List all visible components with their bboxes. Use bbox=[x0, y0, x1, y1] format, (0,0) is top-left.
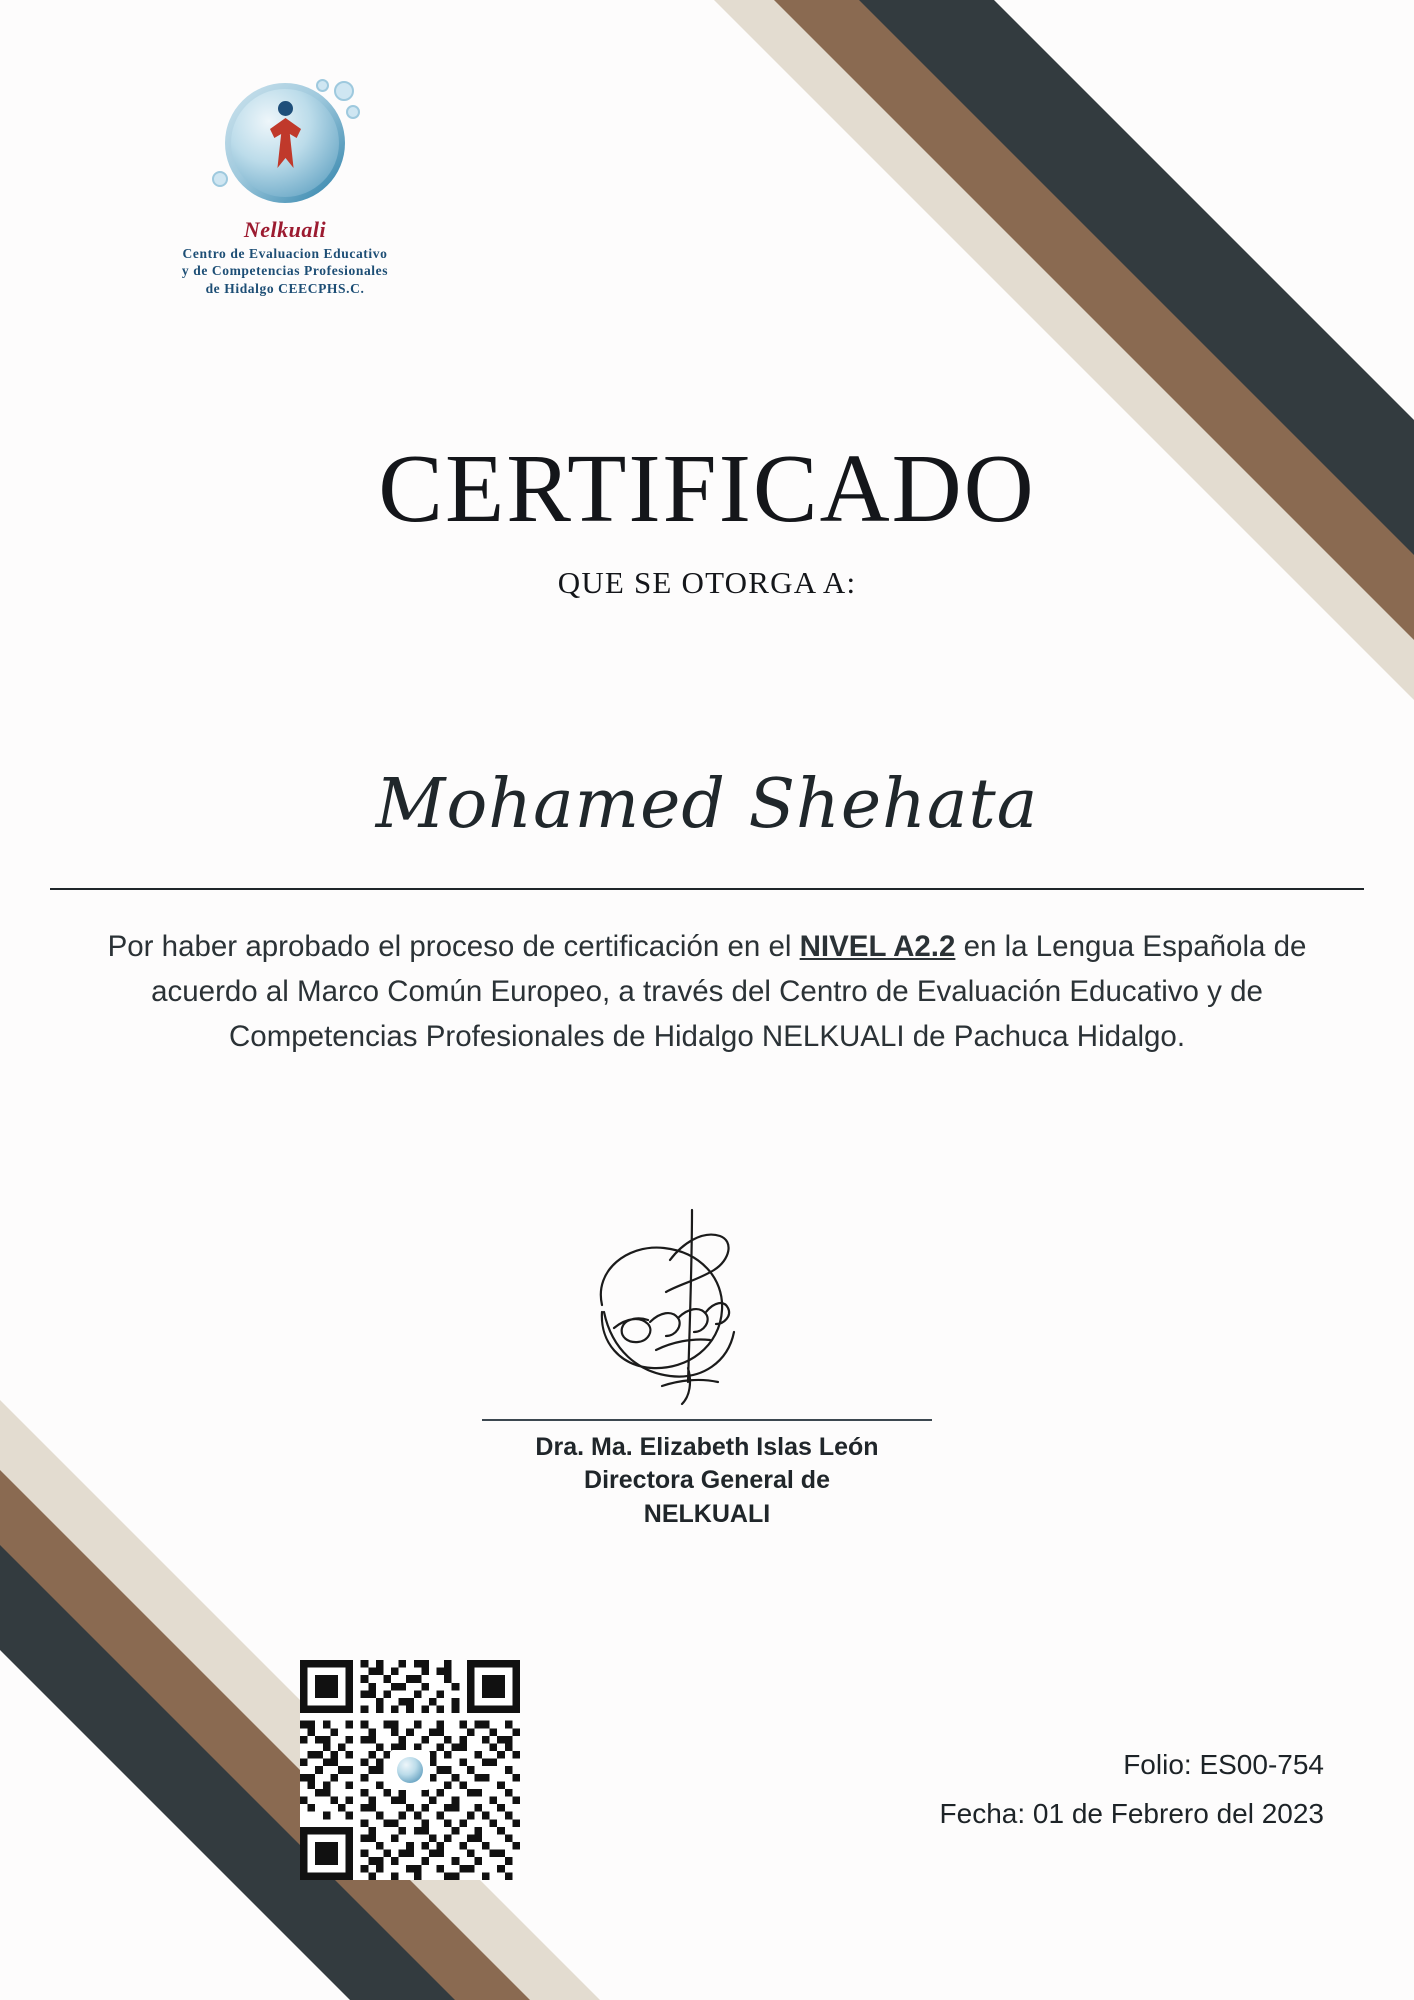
logo-icon bbox=[206, 75, 364, 215]
body-text-before: Por haber aprobado el proceso de certificación en el bbox=[107, 930, 800, 963]
divider bbox=[50, 888, 1364, 890]
logo-subtitle-line-2: y de Competencias Profesionales bbox=[181, 263, 389, 279]
page-title: CERTIFICADO bbox=[378, 435, 1036, 542]
folio-text: Folio: ES00-754 bbox=[1123, 1749, 1324, 1780]
logo-name: Nelkuali bbox=[243, 217, 327, 242]
logo-subtitle-line-3: de Hidalgo CEECPHS.C. bbox=[205, 280, 365, 296]
signatory-role: Directora General de bbox=[584, 1466, 830, 1495]
corner-ribbon-brown-top-right bbox=[774, 0, 1414, 640]
corner-ribbon-white-bottom-left bbox=[0, 1650, 350, 2000]
signature-image bbox=[542, 1200, 872, 1415]
signatory-name: Dra. Ma. Elizabeth Islas León bbox=[535, 1433, 879, 1461]
logo-subtitle-line-1: Centro de Evaluacion Educativo bbox=[182, 246, 388, 261]
corner-ribbon-white-top-right bbox=[994, 0, 1414, 420]
logo-subtitle bbox=[150, 245, 420, 297]
recipient-name: Mohamed Shehata bbox=[375, 765, 1039, 844]
certificate-body bbox=[60, 925, 1354, 1059]
qr-center-logo-icon bbox=[390, 1750, 430, 1790]
body-text-after: en la Lengua Española de acuerdo al Marco Común Europeo, a través del Centro de Evaluación Educativo y de Competencias Profesionales de Hidalgo NELKUALI de Pachuca Hidalgo. bbox=[151, 930, 1307, 1053]
signatory-org: NELKUALI bbox=[643, 1499, 771, 1528]
date-text: Fecha: 01 de Febrero del 2023 bbox=[939, 1798, 1324, 1829]
footer-details bbox=[940, 1740, 1324, 1838]
signature-block bbox=[0, 1200, 1414, 1531]
organization-logo bbox=[150, 75, 420, 297]
level-badge: NIVEL A2.2 bbox=[799, 930, 956, 963]
signature-line bbox=[482, 1419, 932, 1421]
qr-code bbox=[300, 1660, 520, 1880]
page-subtitle: QUE SE OTORGA A: bbox=[557, 565, 857, 600]
